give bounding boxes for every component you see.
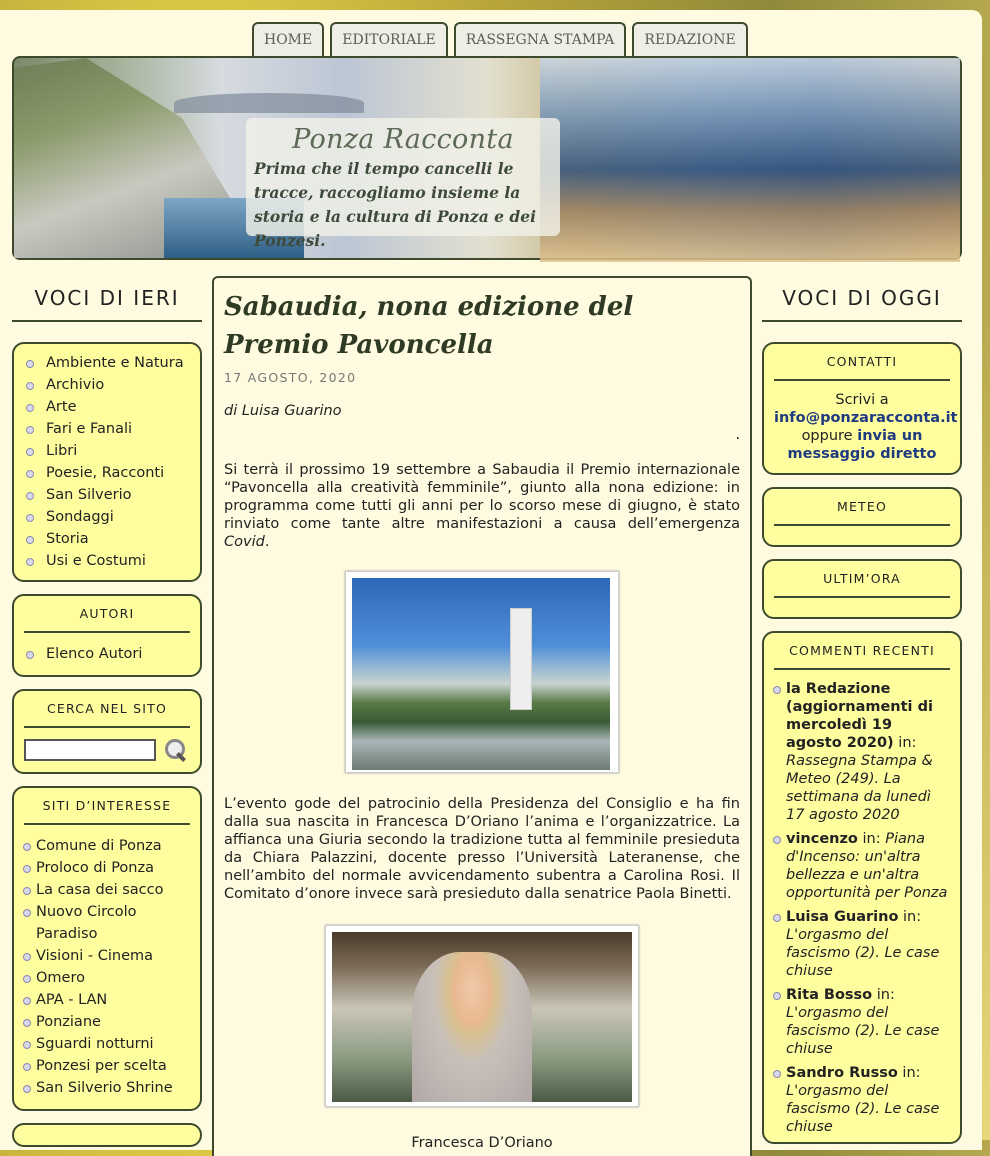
search-title: CERCA NEL SITO — [24, 701, 190, 728]
recent-comment — [774, 908, 950, 980]
search-box — [12, 689, 202, 774]
recent-comment — [774, 830, 950, 902]
right-sidebar-heading: VOCI DI OGGI — [762, 286, 962, 322]
site-title[interactable]: Ponza Racconta — [292, 124, 514, 155]
sites-box — [12, 786, 202, 1111]
next-box — [12, 1123, 202, 1147]
site-link[interactable]: Comune di Ponza — [24, 835, 190, 857]
sites-list — [24, 835, 190, 1099]
comment-in: in: — [902, 1065, 921, 1081]
site-title-box — [246, 118, 560, 250]
comment-author[interactable]: vincenzo — [786, 831, 858, 847]
ultimora-box — [762, 559, 962, 619]
search-input[interactable] — [24, 739, 156, 761]
category-link[interactable]: San Silverio — [24, 484, 190, 506]
contact-text: Scrivi a — [835, 392, 889, 408]
category-link[interactable]: Arte — [24, 396, 190, 418]
top-nav — [252, 22, 748, 56]
recent-comments-list — [774, 680, 950, 1136]
article-photo-sabaudia[interactable] — [345, 571, 619, 773]
category-link[interactable]: Ambiente e Natura — [24, 352, 190, 374]
comment-author[interactable]: Rita Bosso — [786, 987, 873, 1003]
sabaudia-tower-image — [352, 578, 610, 770]
article-author: di Luisa Guarino — [224, 403, 342, 419]
article-paragraph-1: Si terrà il prossimo 19 settembre a Sabaudia il Premio internazionale “Pavoncella alla creatività femminile”, giunto alla nona edizione: in programma come tutti gli anni per lo scorso mese di giugno, è stato rinviato come tante altre manifestazioni a causa dell’emergenza Covid. — [224, 462, 740, 550]
comment-author[interactable]: Luisa Guarino — [786, 909, 899, 925]
comment-post-link[interactable]: L'orgasmo del fascismo (2). Le case chiuse — [786, 927, 940, 979]
comment-post-link[interactable]: L'orgasmo del fascismo (2). Le case chiuse — [786, 1083, 940, 1135]
category-link[interactable]: Storia — [24, 528, 190, 550]
category-link[interactable]: Fari e Fanali — [24, 418, 190, 440]
meteo-box — [762, 487, 962, 547]
authors-box — [12, 594, 202, 677]
sites-title: SITI D’INTERESSE — [24, 798, 190, 825]
nav-editoriale[interactable]: EDITORIALE — [330, 22, 448, 56]
nav-home[interactable]: HOME — [252, 22, 324, 56]
comment-in: in: — [903, 909, 922, 925]
right-sidebar — [762, 286, 962, 1144]
header-banner[interactable] — [12, 56, 962, 260]
site-link[interactable]: Visioni - Cinema — [24, 945, 190, 967]
category-link[interactable]: Usi e Costumi — [24, 550, 190, 572]
site-link[interactable]: Sguardi notturni — [24, 1033, 190, 1055]
nav-rassegna-stampa[interactable]: RASSEGNA STAMPA — [454, 22, 627, 56]
article-photo-doriano[interactable] — [325, 925, 639, 1107]
comment-author[interactable]: Sandro Russo — [786, 1065, 898, 1081]
article — [212, 276, 752, 1156]
authors-link[interactable]: Elenco Autori — [24, 643, 190, 665]
comment-in: in: — [876, 987, 895, 1003]
categories-list — [24, 352, 190, 572]
article-paragraph-2: L’evento gode del patrocinio della Presidenza del Consiglio e ha fin dalla sua nascita in Francesca D’Oriano l’anima e l’organizzatrice. La affianca una Giuria secondo la tradizione tutta al femminile presieduta da Chiara Palazzini, docente presso l’Università Lateranense, che nell’ambito del normale avvicendamento subentra a Carolina Rosi. Il Comitato d’onore invece sarà presieduto dalla senatrice Paola Binetti. — [224, 796, 740, 902]
article-dot: . — [735, 427, 740, 443]
category-link[interactable]: Poesie, Racconti — [24, 462, 190, 484]
site-link[interactable]: Omero — [24, 967, 190, 989]
recent-comments-box — [762, 631, 962, 1144]
site-link[interactable]: La casa dei sacco — [24, 879, 190, 901]
comment-author[interactable]: la Redazione (aggiornamenti di mercoledì 19 agosto 2020) — [786, 681, 933, 751]
category-link[interactable]: Archivio — [24, 374, 190, 396]
site-link[interactable]: Ponzesi per scelta — [24, 1055, 190, 1077]
comment-post-link[interactable]: Piana d'Incenso: un'altra bellezza e un'altra opportunità per Ponza — [786, 831, 948, 901]
recent-comment — [774, 680, 950, 824]
comment-in: in: — [862, 831, 881, 847]
site-link[interactable]: Nuovo Circolo Paradiso — [24, 901, 190, 945]
comment-in: in: — [898, 735, 917, 751]
contact-message-link[interactable]: invia un messaggio diretto — [787, 428, 937, 462]
contact-or: oppure — [801, 428, 853, 444]
search-icon[interactable] — [164, 738, 188, 762]
contact-email-link[interactable]: info@ponzaracconta.it — [774, 410, 958, 426]
site-link[interactable]: San Silverio Shrine — [24, 1077, 190, 1099]
left-sidebar-heading: VOCI DI IERI — [12, 286, 202, 322]
recent-comment — [774, 1064, 950, 1136]
site-link[interactable]: APA - LAN — [24, 989, 190, 1011]
comment-post-link[interactable]: L'orgasmo del fascismo (2). Le case chiuse — [786, 1005, 940, 1057]
comment-post-link[interactable]: Rassegna Stampa & Meteo (249). La settimana da lunedì 17 agosto 2020 — [786, 753, 933, 823]
banner-islands — [174, 93, 364, 113]
contact-title: CONTATTI — [774, 354, 950, 381]
left-sidebar — [12, 286, 202, 1147]
category-link[interactable]: Sondaggi — [24, 506, 190, 528]
photo-caption: Francesca D’Oriano — [411, 1135, 553, 1151]
category-link[interactable]: Libri — [24, 440, 190, 462]
authors-title: AUTORI — [24, 606, 190, 633]
recent-comments-title: COMMENTI RECENTI — [774, 643, 950, 670]
site-tagline: Prima che il tempo cancelli le tracce, raccogliamo insieme la storia e la cultura di Ponza e dei Ponzesi. — [254, 159, 536, 250]
contact-box — [762, 342, 962, 475]
site-link[interactable]: Ponziane — [24, 1011, 190, 1033]
categories-box — [12, 342, 202, 582]
portrait-image — [332, 932, 632, 1102]
ultimora-title: ULTIM’ORA — [774, 571, 950, 598]
banner-town-painting — [540, 58, 960, 262]
nav-redazione[interactable]: REDAZIONE — [632, 22, 747, 56]
article-title[interactable]: Sabaudia, nona edizione del Premio Pavoncella — [224, 292, 634, 360]
site-link[interactable]: Proloco di Ponza — [24, 857, 190, 879]
article-date: 17 AGOSTO, 2020 — [224, 370, 357, 385]
meteo-title: METEO — [774, 499, 950, 526]
recent-comment — [774, 986, 950, 1058]
